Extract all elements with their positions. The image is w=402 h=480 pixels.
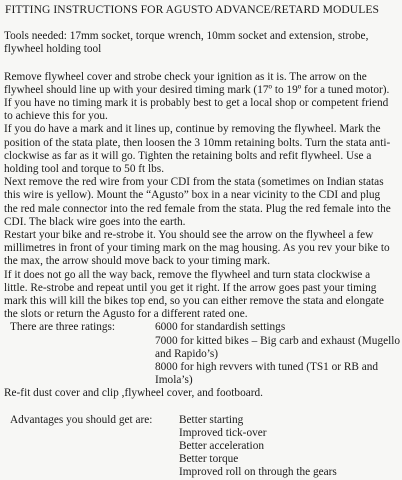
- ratings-section: [4, 321, 401, 387]
- text-line: holding tool and torque to 50 ft lbs.: [4, 163, 165, 176]
- advantage-item: Improved tick-over: [179, 426, 267, 439]
- rating-row: [4, 321, 398, 334]
- document-page: [0, 3, 402, 479]
- document-title: FITTING INSTRUCTIONS FOR AGUSTO ADVANCE/RETARD MODULES: [5, 3, 379, 16]
- text-line: the slots or return the Agusto for a different rated one.: [4, 308, 248, 321]
- rating-item-continued: and Rapido’s): [155, 347, 219, 360]
- ratings-lead: There are three ratings:: [10, 321, 116, 334]
- text-line: Restart your bike and re-strobe it. You should see the arrow on the flywheel a few: [4, 229, 374, 242]
- rating-item: 6000 for standardish settings: [155, 321, 286, 334]
- text-line: little. Re-strobe and repeat until you get it right. If the arrow goes past your timing: [4, 281, 377, 294]
- advantage-item: Improved roll on through the gears: [179, 466, 337, 479]
- rating-item-continued: Imola’s): [155, 374, 193, 387]
- text-line: If you have no timing mark it is probably best to get a local shop or competent friend: [4, 97, 389, 110]
- text-line: to achieve this for you.: [4, 110, 108, 123]
- text-line: CDI. The black wire goes into the earth.: [4, 215, 186, 228]
- refit-instruction: Re-fit dust cover and clip ,flywheel cover, and footboard.: [4, 387, 263, 400]
- text-line: the max, the arrow should move back to your timing mark.: [4, 255, 271, 268]
- advantage-item: Better starting: [179, 413, 244, 426]
- advantage-item: Better torque: [179, 453, 239, 466]
- text-line: this wire is yellow). Mount the “Agusto” box in a near vicinity to the CDI and plug: [4, 189, 381, 202]
- advantages-lead: Advantages you should get are:: [10, 413, 153, 426]
- text-line: flywheel holding tool: [4, 43, 102, 56]
- text-line: Tools needed: 17mm socket, torque wrench, 10mm socket and extension, strobe,: [4, 30, 369, 43]
- text-line: Remove flywheel cover and strobe check your ignition as it is. The arrow on the: [4, 70, 367, 83]
- advantage-row: [4, 414, 398, 427]
- tools-needed: [4, 30, 398, 56]
- text-line: the red male connector into the red female from the stata. Plug the red female into the: [4, 202, 391, 215]
- text-line: position of the stata plate, then loosen the 3 10mm retaining bolts. Turn the stata anti-: [4, 136, 391, 149]
- text-line: flywheel should line up with your desired timing mark (17º to 19º for a tuned motor).: [4, 83, 390, 96]
- text-line: millimetres in front of your timing mark on the mag housing. As you rev your bike to: [4, 242, 390, 255]
- rating-item: 8000 for high revvers with tuned (TS1 or RB and: [155, 361, 379, 374]
- text-line: mark this will kill the bikes top end, so you can either remove the stata and elongate: [4, 295, 384, 308]
- text-line: If it does not go all the way back, remove the flywheel and turn stata clockwise a: [4, 268, 371, 281]
- text-line: Next remove the red wire from your CDI from the stata (sometimes on Indian statas: [4, 176, 384, 189]
- advantages-section: [4, 414, 398, 480]
- advantage-item: Better acceleration: [179, 440, 264, 453]
- instructions-body: [4, 71, 398, 322]
- text-line: If you do have a mark and it lines up, continue by removing the flywheel. Mark the: [4, 123, 381, 136]
- text-line: clockwise as far as it will go. Tighten the retaining bolts and refit flywheel. Use a: [4, 149, 372, 162]
- rating-item: 7000 for kitted bikes – Big carb and exhaust (Mugello: [155, 334, 401, 347]
